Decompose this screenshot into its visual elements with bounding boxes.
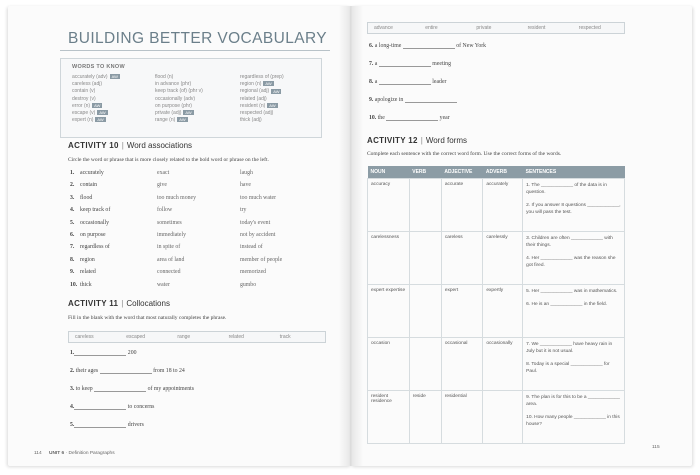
row-number: 1. (70, 170, 75, 176)
item-number: 4. (70, 404, 75, 410)
item-number: 3. (70, 386, 75, 392)
noun-cell: occasion (368, 338, 410, 391)
adjective-cell: expert (441, 285, 483, 338)
answer-blank[interactable] (74, 421, 126, 428)
item-after: of New York (454, 43, 487, 49)
footer-separator: · (65, 451, 69, 456)
choice-b: gumbo (240, 281, 257, 288)
page-number-left: 114 (34, 451, 42, 456)
bank-word: advance (374, 25, 393, 31)
adjective-cell: residential (441, 391, 483, 444)
item-after: leader (430, 79, 447, 85)
word-text: contain (v) (72, 88, 96, 95)
table-row (368, 338, 625, 391)
fill-item (70, 403, 154, 410)
item-number: 2. (70, 368, 75, 374)
table-row (368, 232, 625, 285)
choice-b: have (240, 182, 251, 189)
item-before: to keep (74, 386, 95, 392)
book-gutter (339, 6, 363, 466)
choice-b: laugh (240, 170, 253, 176)
row-word: flood (80, 194, 93, 201)
sentences-cell (523, 179, 625, 232)
fill-item (369, 96, 457, 103)
academic-word-tag: AW (111, 74, 118, 80)
word-text: respected (adj) (240, 110, 274, 117)
sentences-cell (523, 391, 625, 444)
choice-a: too much money (157, 194, 196, 201)
row-number: 10. (70, 281, 78, 288)
answer-blank[interactable] (74, 403, 126, 410)
adverb-cell: expertly (483, 285, 523, 338)
item-number: 9. (369, 97, 374, 103)
row-word: accurately (80, 170, 104, 176)
word-text: error (n) (72, 102, 91, 109)
words-column-1 (72, 74, 152, 124)
bank-word: entire (425, 25, 438, 31)
table-row (368, 285, 625, 338)
choice-a: exact (157, 170, 170, 176)
word-to-know-item (72, 117, 152, 124)
choice-b: today's event (240, 219, 271, 226)
word-to-know-item (155, 81, 240, 88)
academic-word-tag: AW (179, 117, 186, 123)
adjective-cell: occasional (441, 338, 483, 391)
sentences-cell (523, 338, 625, 391)
word-to-know-item (72, 81, 152, 88)
unit-subtitle: Definition Paragraphs (68, 451, 115, 456)
choice-b: try (240, 207, 247, 214)
words-column-3 (240, 74, 320, 124)
item-before: a (373, 79, 379, 85)
item-before: a (373, 61, 379, 67)
word-to-know-item (155, 74, 240, 81)
academic-word-tag: AW (273, 88, 280, 94)
academic-word-tag: AW (269, 102, 276, 108)
item-number: 7. (369, 61, 374, 67)
word-text: resident (n) (240, 102, 266, 109)
fill-item (369, 42, 486, 49)
row-word: related (80, 269, 96, 276)
row-number: 3. (70, 194, 75, 201)
choice-a: water (157, 281, 170, 288)
table-header-cell: ADVERB (483, 166, 523, 179)
word-text: related (adj) (240, 95, 267, 102)
sentences-cell (523, 285, 625, 338)
choice-a: area of land (157, 256, 185, 263)
row-word: keep track of (80, 207, 111, 214)
word-text: flood (n) (155, 74, 174, 80)
sentence: 1. The ____________ of the data is in question. (526, 183, 607, 195)
word-to-know-item (72, 74, 152, 81)
item-after: to concerns (126, 404, 155, 410)
fill-item (70, 367, 185, 374)
word-text: regional (adj) (240, 88, 270, 95)
item-after: drivers (126, 422, 144, 428)
word-to-know-item (72, 88, 152, 95)
adjective-cell: careless (441, 232, 483, 285)
word-bank-activity11 (68, 331, 326, 343)
word-to-know-item (155, 117, 240, 124)
sentence: 2. If you answer 8 questions ____________, you will pass the test. (526, 203, 621, 215)
item-after: 200 (126, 350, 137, 356)
word-to-know-item (72, 96, 152, 103)
word-to-know-item (240, 117, 320, 124)
choice-a: follow (157, 207, 173, 214)
sentence: 10. How many people ____________ in this house? (526, 415, 620, 427)
bank-word: related (228, 334, 244, 340)
word-text: in advance (phr) (155, 81, 192, 88)
bank-word: track (279, 334, 291, 340)
activity12-instructions: Complete each sentence with the correct word form. Use the correct forms of the words. (367, 151, 562, 157)
activity12-title: Word forms (425, 136, 468, 145)
sentence: 3. Children are often ____________ with their things. (526, 236, 613, 248)
choice-a: give (157, 182, 167, 189)
word-to-know-item (240, 88, 320, 95)
answer-blank[interactable] (379, 78, 431, 85)
word-text: destroy (v) (72, 95, 96, 102)
word-to-know-item (155, 103, 240, 110)
row-word: contain (80, 182, 98, 189)
activity11-title: Collocations (126, 299, 170, 308)
noun-cell: resident residence (368, 391, 410, 444)
verb-cell (409, 179, 441, 232)
word-text: on purpose (phr) (155, 102, 192, 109)
verb-cell (409, 285, 441, 338)
activity12-heading (367, 136, 467, 145)
answer-blank[interactable] (386, 114, 438, 121)
row-word: on purpose (80, 232, 106, 238)
fill-item (70, 385, 194, 392)
word-text: private (adj) (155, 110, 182, 117)
word-to-know-item (72, 110, 152, 117)
choice-b: not by accident (240, 232, 276, 238)
sentence: 7. We ____________ have heavy rain in July but it is not usual. (526, 342, 613, 354)
item-before: the (376, 115, 387, 121)
choice-a: connected (157, 269, 181, 276)
answer-blank[interactable] (94, 385, 146, 392)
word-text: thick (adj) (240, 117, 262, 124)
activity10-title: Word associations (126, 141, 193, 150)
noun-cell: carelessness (368, 232, 410, 285)
word-text: careless (adj) (72, 81, 103, 88)
item-number: 8. (369, 79, 374, 85)
word-text: expert (n) (72, 117, 94, 124)
choice-a: immediately (157, 232, 186, 238)
item-number: 5. (70, 422, 75, 428)
activity11-instructions: Fill in the blank with the word that most naturally completes the phrase. (68, 315, 227, 321)
bank-word: resident (527, 25, 546, 31)
row-number: 5. (70, 219, 75, 226)
activity12-label: ACTIVITY 12 (367, 136, 418, 145)
adjective-cell: accurate (441, 179, 483, 232)
fill-item (369, 114, 450, 121)
bank-word: respected (578, 25, 601, 31)
word-to-know-item (155, 110, 240, 117)
item-after: from 18 to 24 (151, 368, 185, 374)
table-header-row (368, 166, 625, 179)
words-to-know-heading: WORDS TO KNOW (72, 64, 125, 70)
academic-word-tag: AW (97, 117, 104, 123)
item-before: apologize in (373, 97, 405, 103)
item-before: their ages (74, 368, 100, 374)
choice-b: instead of (240, 244, 263, 251)
word-to-know-item (240, 103, 320, 110)
sentence: 4. Her ____________ was the reason she got fired. (526, 256, 616, 268)
words-column-2 (155, 74, 240, 124)
item-after: meeting (430, 61, 451, 67)
table-header-cell: SENTENCES (523, 166, 625, 179)
adverb-cell: carelessly (483, 232, 523, 285)
noun-cell: accuracy (368, 179, 410, 232)
fill-item (369, 78, 446, 85)
word-bank-right (367, 22, 625, 34)
table-header-cell: ADJECTIVE (441, 166, 483, 179)
item-number: 10. (369, 115, 377, 121)
word-text: occasionally (adv) (155, 95, 196, 102)
choice-a: in spite of (157, 244, 181, 251)
academic-word-tag: AW (94, 102, 101, 108)
word-text: accurately (adv) (72, 74, 108, 80)
word-to-know-item (72, 103, 152, 110)
word-to-know-item (240, 74, 320, 81)
verb-cell (409, 232, 441, 285)
item-number: 6. (369, 43, 374, 49)
row-number: 4. (70, 207, 75, 214)
adverb-cell (483, 391, 523, 444)
word-text: region (n) (240, 81, 262, 88)
row-number: 2. (70, 182, 75, 189)
table-row (368, 391, 625, 444)
item-before: a long-time (373, 43, 403, 49)
title-rule (60, 50, 330, 51)
adverb-cell: accurately (483, 179, 523, 232)
row-number: 8. (70, 256, 75, 263)
left-footer (34, 451, 115, 456)
row-number: 7. (70, 244, 75, 251)
activity11-heading (68, 299, 170, 308)
academic-word-tag: AW (265, 81, 272, 87)
word-text: range (n) (155, 117, 176, 124)
verb-cell: reside (409, 391, 441, 444)
row-word: occasionally (80, 219, 109, 226)
sentence: 9. The plan is for this to be a ____________ area. (526, 395, 620, 407)
choice-b: memorized (240, 269, 267, 276)
row-word: thick (80, 281, 92, 288)
noun-cell: expert expertise (368, 285, 410, 338)
word-text: escape (v) (72, 110, 96, 117)
fill-item (70, 421, 144, 428)
page-title: BUILDING BETTER VOCABULARY (68, 30, 328, 47)
academic-word-tag: AW (99, 110, 106, 116)
page-number-right: 115 (652, 445, 660, 450)
answer-blank[interactable] (100, 367, 152, 374)
separator: | (420, 136, 423, 145)
item-after: of my appointments (146, 386, 194, 392)
fill-item (369, 60, 451, 67)
row-word: regardless of (80, 244, 110, 251)
bank-word: careless (75, 334, 94, 340)
choice-a: sometimes (157, 219, 182, 226)
bank-word: escaped (126, 334, 146, 340)
word-text: regardless of (prep) (240, 74, 284, 80)
word-text: keep track (of) (phr v) (155, 88, 203, 95)
row-number: 9. (70, 269, 75, 276)
separator: | (121, 141, 124, 150)
academic-word-tag: AW (185, 110, 192, 116)
table-row (368, 179, 625, 232)
bank-word: range (177, 334, 191, 340)
bank-word: private (476, 25, 492, 31)
activity10-instructions: Circle the word or phrase that is more closely related to the bold word or phrase on the left. (68, 157, 269, 163)
choice-b: too much water (240, 194, 277, 201)
sentence: 5. Her ____________ was in mathematics. (526, 289, 618, 294)
separator: | (121, 299, 124, 308)
answer-blank[interactable] (405, 96, 457, 103)
table-header-cell: VERB (409, 166, 441, 179)
word-to-know-item (240, 110, 320, 117)
answer-blank[interactable] (379, 60, 431, 67)
activity10-heading (68, 141, 192, 150)
unit-label: UNIT 6 (49, 451, 65, 456)
table-header-cell: NOUN (368, 166, 410, 179)
word-to-know-item (240, 81, 320, 88)
activity11-label: ACTIVITY 11 (68, 299, 119, 308)
sentence: 8. Today is a special ____________ for Paul. (526, 362, 610, 374)
answer-blank[interactable] (403, 42, 455, 49)
item-number: 1. (70, 350, 75, 356)
item-after: year (438, 115, 450, 121)
row-number: 6. (70, 232, 75, 238)
choice-b: member of people (240, 256, 283, 263)
answer-blank[interactable] (74, 349, 126, 356)
word-to-know-item (155, 96, 240, 103)
adverb-cell: occasionally (483, 338, 523, 391)
row-word: region (80, 256, 95, 263)
word-to-know-item (155, 88, 240, 95)
sentences-cell (523, 232, 625, 285)
word-to-know-item (240, 96, 320, 103)
word-forms-table (367, 166, 625, 444)
verb-cell (409, 338, 441, 391)
sentence: 6. He is an ____________ in the field. (526, 302, 607, 307)
activity10-label: ACTIVITY 10 (68, 141, 119, 150)
fill-item (70, 349, 137, 356)
